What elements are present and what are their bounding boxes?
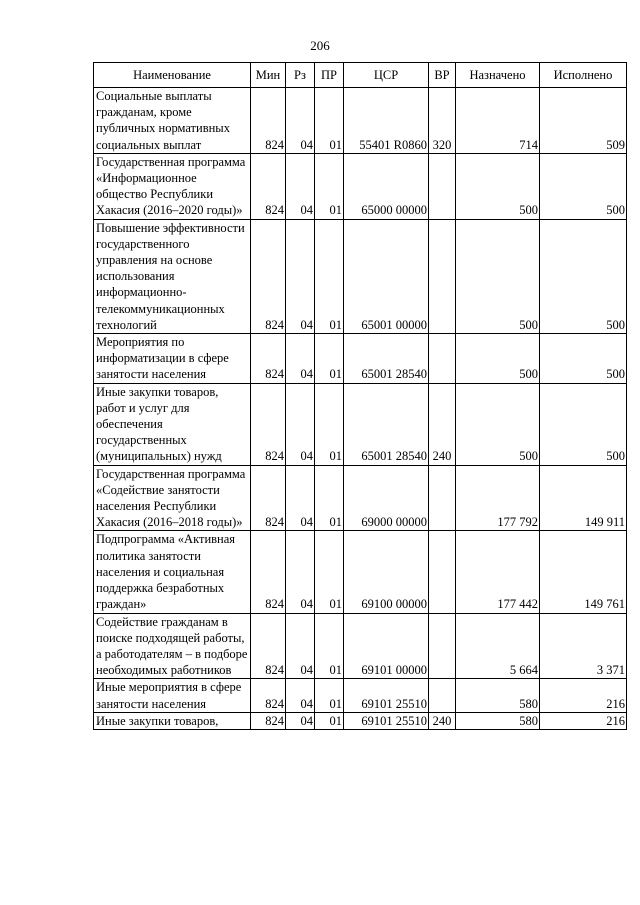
cell-assigned: 580 — [456, 712, 540, 729]
cell-min: 824 — [251, 153, 286, 219]
cell-executed: 500 — [540, 153, 627, 219]
cell-name: Содействие гражданам в поиске подходящей работы, а работодателям – в подборе необходимых работников — [94, 613, 251, 679]
cell-vr: 320 — [429, 88, 456, 154]
column-header-min: Мин — [251, 63, 286, 88]
cell-vr — [429, 334, 456, 384]
cell-assigned: 580 — [456, 679, 540, 712]
cell-name: Государственная программа «Содействие занятости населения Республики Хакасия (2016–2018 годы)» — [94, 465, 251, 531]
table-row — [94, 383, 627, 465]
column-header-pr: ПР — [315, 63, 344, 88]
cell-name: Подпрограмма «Активная политика занятости населения и социальная поддержка безработных граждан» — [94, 531, 251, 613]
column-header-executed: Исполнено — [540, 63, 627, 88]
cell-pr: 01 — [315, 334, 344, 384]
budget-table — [93, 62, 627, 730]
cell-vr — [429, 153, 456, 219]
cell-min: 824 — [251, 679, 286, 712]
cell-min: 824 — [251, 88, 286, 154]
cell-executed: 216 — [540, 712, 627, 729]
cell-vr — [429, 219, 456, 333]
cell-rz: 04 — [286, 679, 315, 712]
cell-vr — [429, 613, 456, 679]
page-number: 206 — [310, 38, 330, 53]
cell-assigned: 500 — [456, 219, 540, 333]
cell-rz: 04 — [286, 613, 315, 679]
cell-csr: 55401 R0860 — [344, 88, 429, 154]
cell-pr: 01 — [315, 383, 344, 465]
column-header-rz: Рз — [286, 63, 315, 88]
cell-executed: 3 371 — [540, 613, 627, 679]
cell-min: 824 — [251, 531, 286, 613]
column-header-name: Наименование — [94, 63, 251, 88]
cell-assigned: 177 442 — [456, 531, 540, 613]
table-row — [94, 153, 627, 219]
cell-assigned: 500 — [456, 153, 540, 219]
cell-csr: 69000 00000 — [344, 465, 429, 531]
cell-vr — [429, 531, 456, 613]
cell-csr: 69101 00000 — [344, 613, 429, 679]
cell-csr: 69100 00000 — [344, 531, 429, 613]
cell-pr: 01 — [315, 153, 344, 219]
cell-csr: 65001 00000 — [344, 219, 429, 333]
cell-pr: 01 — [315, 613, 344, 679]
cell-pr: 01 — [315, 219, 344, 333]
cell-name: Мероприятия по информатизации в сфере занятости населения — [94, 334, 251, 384]
cell-csr: 65000 00000 — [344, 153, 429, 219]
cell-name: Иные мероприятия в сфере занятости населения — [94, 679, 251, 712]
table-row — [94, 679, 627, 712]
cell-executed: 216 — [540, 679, 627, 712]
cell-min: 824 — [251, 383, 286, 465]
table-row — [94, 613, 627, 679]
cell-assigned: 177 792 — [456, 465, 540, 531]
cell-rz: 04 — [286, 531, 315, 613]
cell-csr: 65001 28540 — [344, 334, 429, 384]
cell-name: Государственная программа «Информационное общество Республики Хакасия (2016–2020 годы)» — [94, 153, 251, 219]
cell-executed: 500 — [540, 383, 627, 465]
cell-pr: 01 — [315, 465, 344, 531]
cell-name: Иные закупки товаров, — [94, 712, 251, 729]
table-row — [94, 465, 627, 531]
cell-rz: 04 — [286, 712, 315, 729]
cell-name: Иные закупки товаров, работ и услуг для обеспечения государственных (муниципальных) нужд — [94, 383, 251, 465]
cell-rz: 04 — [286, 465, 315, 531]
cell-executed: 500 — [540, 219, 627, 333]
cell-executed: 149 761 — [540, 531, 627, 613]
cell-pr: 01 — [315, 679, 344, 712]
cell-vr: 240 — [429, 712, 456, 729]
cell-executed: 500 — [540, 334, 627, 384]
cell-assigned: 5 664 — [456, 613, 540, 679]
table-row — [94, 712, 627, 729]
cell-min: 824 — [251, 712, 286, 729]
cell-min: 824 — [251, 334, 286, 384]
table-row — [94, 88, 627, 154]
table-row — [94, 334, 627, 384]
cell-min: 824 — [251, 465, 286, 531]
cell-assigned: 500 — [456, 334, 540, 384]
table-row — [94, 531, 627, 613]
cell-assigned: 714 — [456, 88, 540, 154]
cell-executed: 149 911 — [540, 465, 627, 531]
cell-vr: 240 — [429, 383, 456, 465]
cell-vr — [429, 465, 456, 531]
column-header-assigned: Назначено — [456, 63, 540, 88]
cell-csr: 69101 25510 — [344, 712, 429, 729]
cell-name: Повышение эффективности государственного управления на основе использования информационно-телекоммуникационных технологий — [94, 219, 251, 333]
cell-csr: 65001 28540 — [344, 383, 429, 465]
cell-rz: 04 — [286, 153, 315, 219]
cell-name: Социальные выплаты гражданам, кроме публичных нормативных социальных выплат — [94, 88, 251, 154]
table-row — [94, 219, 627, 333]
cell-min: 824 — [251, 613, 286, 679]
cell-pr: 01 — [315, 88, 344, 154]
cell-rz: 04 — [286, 88, 315, 154]
cell-rz: 04 — [286, 334, 315, 384]
cell-assigned: 500 — [456, 383, 540, 465]
cell-pr: 01 — [315, 712, 344, 729]
cell-min: 824 — [251, 219, 286, 333]
cell-rz: 04 — [286, 219, 315, 333]
cell-rz: 04 — [286, 383, 315, 465]
cell-csr: 69101 25510 — [344, 679, 429, 712]
table-header-row — [94, 63, 627, 88]
cell-pr: 01 — [315, 531, 344, 613]
cell-vr — [429, 679, 456, 712]
column-header-csr: ЦСР — [344, 63, 429, 88]
cell-executed: 509 — [540, 88, 627, 154]
column-header-vr: ВР — [429, 63, 456, 88]
